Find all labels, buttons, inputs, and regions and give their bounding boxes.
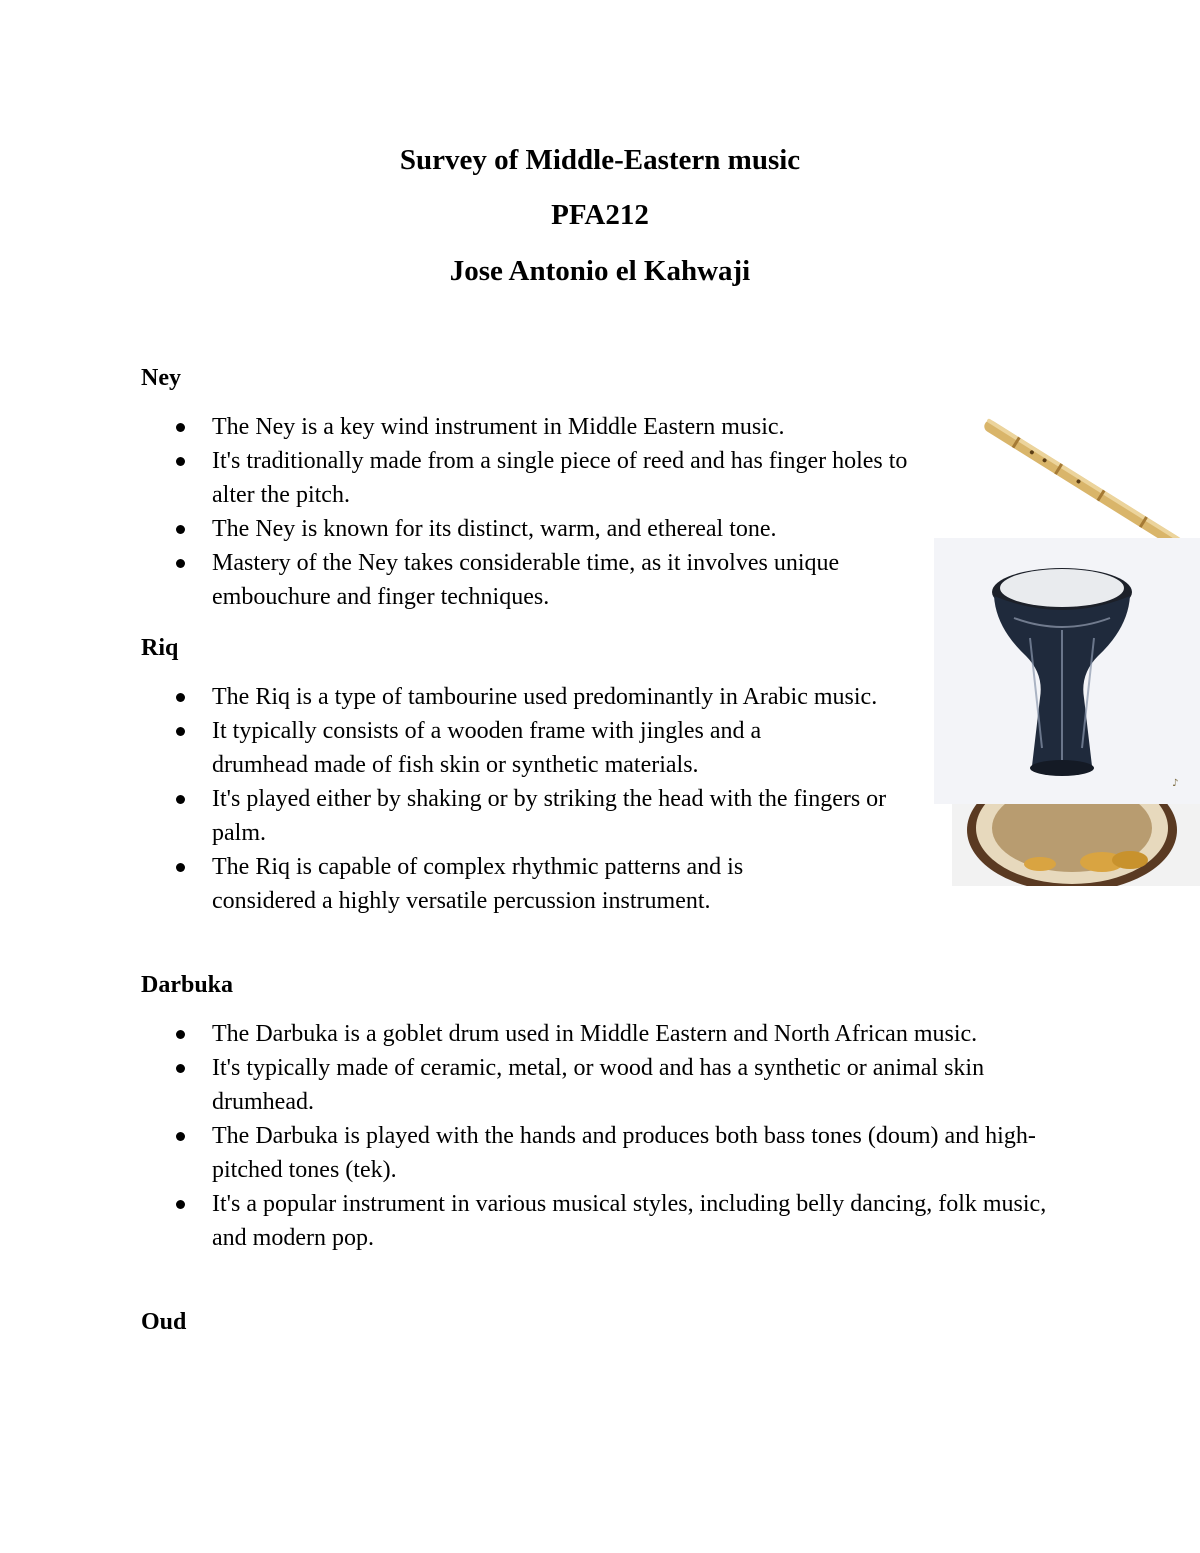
section-heading-darbuka: Darbuka (141, 972, 234, 998)
darbuka-image (934, 538, 1200, 804)
riq-image (952, 790, 1200, 886)
list-item: The Riq is a type of tambourine used predominantly in Arabic music. (141, 680, 911, 714)
bullet-icon (176, 863, 185, 872)
list-item: Mastery of the Ney takes considerable time, as it involves unique embouchure and finger techniques. (141, 546, 931, 614)
bullet-icon (176, 559, 185, 568)
list-item: The Darbuka is played with the hands and produces both bass tones (doum) and high-pitched tones (tek). (141, 1119, 1051, 1187)
darbuka-drum-icon (934, 538, 1200, 804)
bullet-icon (176, 525, 185, 534)
bullet-icon (176, 795, 185, 804)
list-item: The Darbuka is a goblet drum used in Middle Eastern and North African music. (141, 1017, 1051, 1051)
bullet-icon (176, 1064, 185, 1073)
bullet-icon (176, 693, 185, 702)
list-item: The Ney is a key wind instrument in Middle Eastern music. (141, 410, 931, 444)
bullet-icon (176, 1132, 185, 1141)
section-heading-oud: Oud (141, 1309, 187, 1335)
list-item: It's traditionally made from a single piece of reed and has finger holes to alter the pitch. (141, 444, 931, 512)
list-item: The Riq is capable of complex rhythmic patterns and is considered a highly versatile percussion instrument. (141, 850, 911, 918)
ney-bullet-list (141, 410, 931, 614)
riq-bullet-list (141, 680, 911, 918)
section-heading-ney: Ney (141, 365, 181, 391)
bullet-icon (176, 457, 185, 466)
darbuka-bullet-list (141, 1017, 1051, 1255)
list-item: It's typically made of ceramic, metal, or wood and has a synthetic or animal skin drumhead. (141, 1051, 1051, 1119)
list-item: It's a popular instrument in various musical styles, including belly dancing, folk music, and modern pop. (141, 1187, 1051, 1255)
list-item: It typically consists of a wooden frame with jingles and a drumhead made of fish skin or synthetic materials. (141, 714, 911, 782)
ney-flute-icon (960, 410, 1200, 540)
section-heading-riq: Riq (141, 635, 179, 661)
bullet-icon (176, 423, 185, 432)
bullet-icon (176, 1030, 185, 1039)
list-item: It's played either by shaking or by striking the head with the fingers or palm. (141, 782, 911, 850)
list-item: The Ney is known for its distinct, warm, and ethereal tone. (141, 512, 931, 546)
bullet-icon (176, 1200, 185, 1209)
course-code: PFA212 (551, 199, 649, 231)
author-name: Jose Antonio el Kahwaji (449, 255, 751, 287)
maker-logo: ♪ (1172, 778, 1179, 789)
riq-tambourine-icon (952, 790, 1200, 886)
ney-image (960, 410, 1200, 540)
bullet-icon (176, 727, 185, 736)
document-title: Survey of Middle-Eastern music (399, 144, 801, 176)
